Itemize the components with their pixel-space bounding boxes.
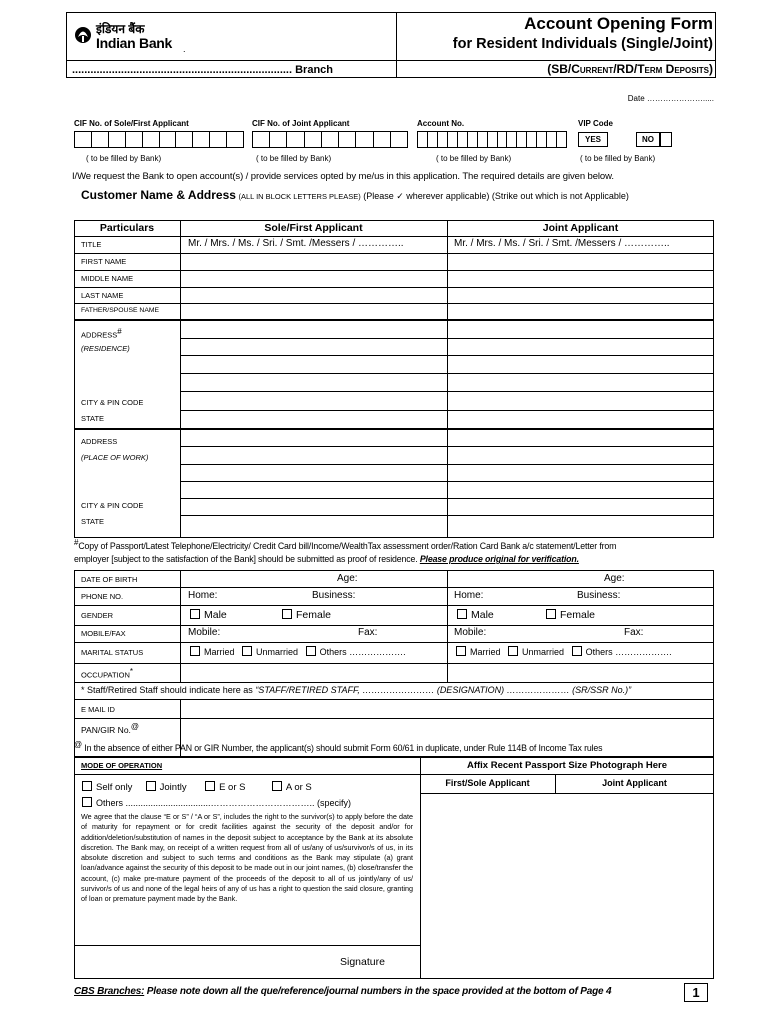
home-phone-first[interactable]: Home: [188, 590, 218, 601]
first-name-label: FIRST NAME [81, 257, 127, 266]
photo-heading: Affix Recent Passport Size Photograph Here [466, 760, 668, 771]
checkbox-icon[interactable] [508, 646, 518, 656]
state-label: STATE [81, 414, 105, 423]
photo-joint-applicant: Joint Applicant [602, 778, 667, 788]
gender-female-first[interactable]: Female [282, 609, 331, 621]
title-label: TITLE [81, 240, 102, 249]
form-title: Account Opening Form [524, 14, 713, 33]
checkbox-icon[interactable] [146, 781, 156, 791]
occupation-label: OCCUPATION* [81, 667, 134, 680]
survivor-clause: We agree that the clause “E or S” / “A or S”, includes the right to the survivor(s) to apply before the date of maturity for repayment or for credit facilities against the security of the deposit and/or for addition/deletion/substitution of names in the deposit subject to acceptance by the Bank at its absolute discretion. The Bank may, on receipt of a written request from all of us/any of us/survivor/s of us, in its absolute discretion and subject to such terms and conditions as the Bank may stipulate (a) grant loan/advance against the security of this deposit to be made out in our joint names, (b) close/transfer the account, (c) make pre-mature payment of the proceeds of the deposit to all of us jointly/any of us/ survivor/s of us and none of the legal heirs of any of us has a right to question the said closure, granting of loan or premature payment made by the Bank. [81, 812, 413, 904]
title-options-joint[interactable]: Mr. / Mrs. / Ms. / Sri. / Smt. /Messers / ………….. [454, 238, 670, 249]
logo-hindi: इंडियन बैंक [96, 22, 145, 36]
pan-label: PAN/GIR No.@ [81, 722, 140, 735]
marital-first[interactable]: Married Unmarried Others ………………. [190, 646, 406, 657]
business-phone-first[interactable]: Business: [312, 590, 356, 601]
account-no-input[interactable] [417, 131, 567, 148]
proof-note-line1: #Copy of Passport/Latest Telephone/Electricity/ Credit Card bill/Income/WealthTax assessment order/Ration Card Bank a/c statement/Letter from [74, 538, 617, 551]
vip-no-box[interactable]: NO [636, 132, 660, 147]
vip-yes-box[interactable]: YES [578, 132, 608, 147]
place-of-work-label: (PLACE OF WORK) [81, 453, 149, 462]
checkbox-icon[interactable] [190, 646, 200, 656]
fill-note-3: ( to be filled by Bank) [436, 154, 512, 163]
form-subtitle: for Resident Individuals (Single/Joint) [452, 36, 713, 52]
city-pin-label: CITY & PIN CODE [81, 398, 144, 407]
vip-code-label: VIP Code [578, 119, 613, 128]
marital-label: MARITAL STATUS [81, 648, 144, 657]
checkbox-icon[interactable] [546, 609, 556, 619]
checkbox-icon[interactable] [190, 609, 200, 619]
cif-sole-input[interactable] [74, 131, 244, 148]
branch-label: ........................................................................ Branch [72, 64, 333, 76]
fax-joint[interactable]: Fax: [624, 627, 644, 638]
marital-joint[interactable]: Married Unmarried Others ………………. [456, 646, 672, 657]
cbs-note: CBS Branches: Please note down all the que/reference/journal numbers in the space provided at the bottom of Page 4 [74, 986, 612, 997]
customer-heading: Customer Name & Address (ALL IN BLOCK LETTERS PLEASE) (Please ✓ wherever applicable) (Strike out which is not Applicable) [81, 188, 629, 202]
address-res-label: ADDRESS# [81, 327, 122, 340]
middle-name-label: MIDDLE NAME [81, 274, 134, 283]
business-phone-joint[interactable]: Business: [577, 590, 621, 601]
mobile-fax-label: MOBILE/FAX [81, 629, 126, 638]
customer-table [74, 220, 714, 538]
col-particulars: Particulars [99, 222, 155, 234]
logo-english: Indian Bank [96, 35, 173, 51]
checkbox-icon[interactable] [242, 646, 252, 656]
checkbox-icon[interactable] [282, 609, 292, 619]
email-label: E MAIL ID [81, 705, 115, 714]
checkbox-icon[interactable] [306, 646, 316, 656]
checkbox-icon[interactable] [456, 646, 466, 656]
fill-note-2: ( to be filled by Bank) [256, 154, 332, 163]
deposit-types: (SB/Current/RD/Term Deposits) [547, 62, 713, 76]
cif-joint-input[interactable] [252, 131, 408, 148]
gender-label: GENDER [81, 611, 114, 620]
gender-male-first[interactable]: Male [190, 609, 227, 621]
mode-operation-heading: MODE OF OPERATION [81, 761, 163, 770]
checkbox-icon[interactable] [572, 646, 582, 656]
date-field[interactable]: Date …………………..... [627, 94, 714, 103]
residence-label: (RESIDENCE) [81, 344, 130, 353]
fill-note-1: ( to be filled by Bank) [86, 154, 162, 163]
fax-first[interactable]: Fax: [358, 627, 378, 638]
cif-joint-label: CIF No. of Joint Applicant [252, 119, 350, 128]
operation-options[interactable]: Self only Jointly E or S A or S [82, 781, 312, 793]
mobile-joint[interactable]: Mobile: [454, 627, 487, 638]
age-joint[interactable]: Age: [604, 573, 625, 584]
col-first-applicant: Sole/First Applicant [264, 222, 363, 234]
photo-first-applicant: First/Sole Applicant [445, 778, 530, 788]
checkbox-icon[interactable] [205, 781, 215, 791]
account-no-label: Account No. [417, 119, 465, 128]
address-work-label: ADDRESS [81, 437, 118, 446]
phone-label: PHONE NO. [81, 592, 124, 601]
dob-label: DATE OF BIRTH [81, 575, 138, 584]
signature-label: Signature [340, 956, 385, 968]
pan-note: @ In the absence of either PAN or GIR Number, the applicant(s) should submit Form 60/61 in duplicate, under Rule 114B of Income Tax rules [74, 740, 603, 753]
col-joint-applicant: Joint Applicant [542, 222, 619, 234]
staff-note: * Staff/Retired Staff should indicate here as “STAFF/RETIRED STAFF, …………………… (DESIGNATION) ………………… (SR/SSR No.)” [81, 685, 632, 695]
title-options-first[interactable]: Mr. / Mrs. / Ms. / Sri. / Smt. /Messers / ………….. [188, 238, 404, 249]
bank-logo [74, 22, 92, 50]
checkbox-icon[interactable] [457, 609, 467, 619]
city-pin-label-2: CITY & PIN CODE [81, 501, 144, 510]
fill-note-4: ( to be filled by Bank) [580, 154, 656, 163]
request-text: I/We request the Bank to open account(s) / provide services opted by me/us in this application. The required details are given below. [72, 171, 614, 182]
home-phone-joint[interactable]: Home: [454, 590, 484, 601]
last-name-label: LAST NAME [81, 291, 124, 300]
gender-male-joint[interactable]: Male [457, 609, 494, 621]
state-label-2: STATE [81, 517, 105, 526]
mobile-first[interactable]: Mobile: [188, 627, 221, 638]
proof-note-line2: employer [subject to the satisfaction of the Bank] should be submitted as proof of residence. Please produce original for verification. [74, 554, 579, 564]
age-first[interactable]: Age: [337, 573, 358, 584]
father-spouse-label: FATHER/SPOUSE NAME [81, 307, 160, 314]
cif-sole-label: CIF No. of Sole/First Applicant [74, 119, 189, 128]
gender-female-joint[interactable]: Female [546, 609, 595, 621]
operation-others[interactable]: Others ..................................…………………………….. (specify) [82, 797, 351, 808]
checkbox-icon[interactable] [272, 781, 282, 791]
page-number: 1 [684, 983, 708, 1002]
checkbox-icon[interactable] [82, 797, 92, 807]
bank-emblem-icon [74, 22, 92, 48]
checkbox-icon[interactable] [82, 781, 92, 791]
